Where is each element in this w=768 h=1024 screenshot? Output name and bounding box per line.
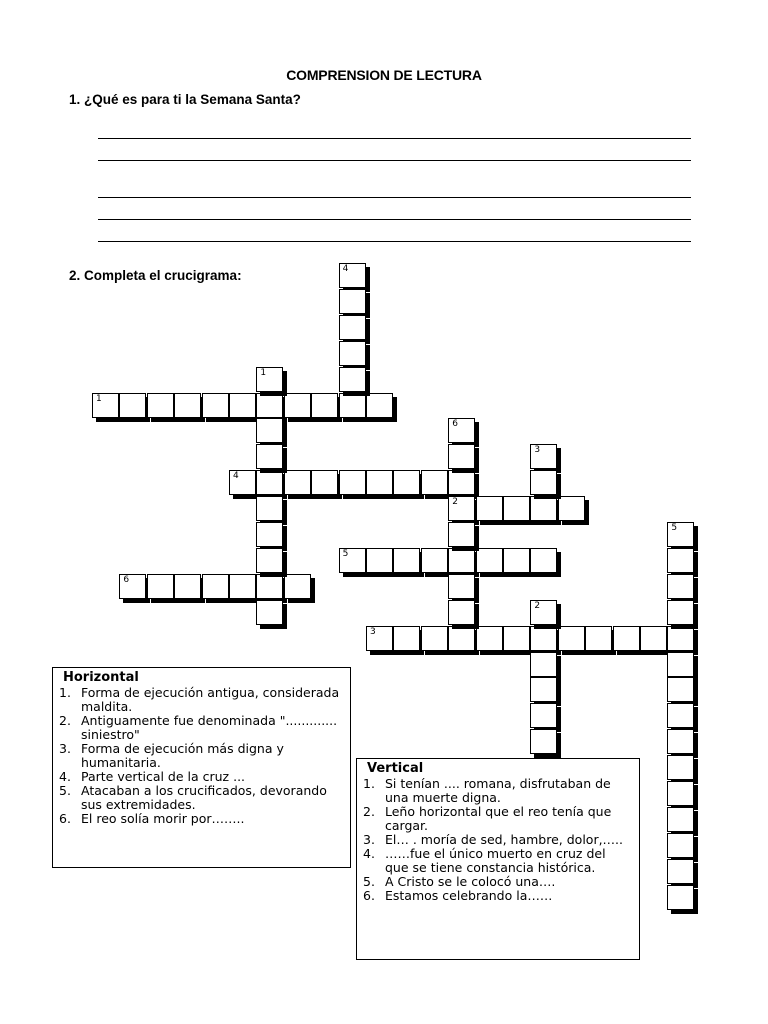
clue-number: 2. bbox=[59, 713, 71, 728]
crossword-cell[interactable] bbox=[667, 574, 694, 599]
crossword-cell[interactable] bbox=[448, 418, 475, 443]
clue-item bbox=[363, 847, 633, 875]
crossword-cell[interactable] bbox=[530, 496, 557, 521]
crossword-cell[interactable] bbox=[366, 393, 393, 418]
crossword-cell[interactable] bbox=[421, 548, 448, 573]
crossword-cell[interactable] bbox=[667, 859, 694, 884]
crossword-cell[interactable] bbox=[448, 444, 475, 469]
crossword-cell[interactable] bbox=[284, 574, 311, 599]
crossword-cell[interactable] bbox=[530, 470, 557, 495]
clue-number: 4. bbox=[363, 846, 375, 861]
crossword-cell[interactable] bbox=[366, 548, 393, 573]
crossword-cell[interactable] bbox=[448, 626, 475, 651]
crossword-cell[interactable] bbox=[256, 444, 283, 469]
clue-text: ……fue el único muerto en cruz del que se tiene constancia histórica. bbox=[385, 846, 606, 875]
clue-number: 6. bbox=[363, 888, 375, 903]
crossword-cell[interactable] bbox=[256, 496, 283, 521]
cell-number: 5 bbox=[342, 548, 349, 559]
clue-text: Parte vertical de la cruz ... bbox=[81, 769, 246, 784]
crossword-cell[interactable] bbox=[393, 548, 420, 573]
cell-number: 3 bbox=[370, 626, 376, 637]
crossword-cell[interactable] bbox=[613, 626, 640, 651]
clue-text: Estamos celebrando la…… bbox=[385, 888, 553, 903]
crossword-cell[interactable] bbox=[530, 548, 557, 573]
crossword-cell[interactable] bbox=[284, 393, 311, 418]
clue-item bbox=[59, 784, 344, 812]
crossword-cell[interactable] bbox=[558, 496, 585, 521]
crossword-cell[interactable] bbox=[421, 470, 448, 495]
question-1: 1. ¿Qué es para ti la Semana Santa? bbox=[69, 92, 301, 107]
clue-item bbox=[59, 770, 344, 784]
crossword-cell[interactable] bbox=[530, 444, 557, 469]
cell-number: 6 bbox=[123, 574, 130, 585]
clue-number: 4. bbox=[59, 769, 71, 784]
crossword-cell[interactable] bbox=[667, 626, 694, 651]
crossword-cell[interactable] bbox=[667, 600, 694, 625]
crossword-cell[interactable] bbox=[339, 315, 366, 340]
crossword-cell[interactable] bbox=[339, 470, 366, 495]
crossword-cell[interactable] bbox=[667, 885, 694, 910]
crossword-cell[interactable] bbox=[256, 470, 283, 495]
horizontal-title: Horizontal bbox=[63, 670, 139, 685]
crossword-cell[interactable] bbox=[339, 393, 366, 418]
crossword-cell[interactable] bbox=[448, 548, 475, 573]
crossword-cell[interactable] bbox=[174, 393, 201, 418]
crossword-cell[interactable] bbox=[284, 470, 311, 495]
clue-number: 5. bbox=[363, 874, 375, 889]
horizontal-clues-box bbox=[52, 667, 351, 868]
crossword-cell[interactable] bbox=[256, 600, 283, 625]
crossword-cell[interactable] bbox=[339, 341, 366, 366]
crossword-cell[interactable] bbox=[202, 574, 229, 599]
crossword-cell[interactable] bbox=[558, 626, 585, 651]
crossword-cell[interactable] bbox=[530, 600, 557, 625]
crossword-cell[interactable] bbox=[448, 522, 475, 547]
cell-number: 4 bbox=[233, 471, 239, 482]
cell-number: 2 bbox=[452, 497, 458, 508]
crossword-cell[interactable] bbox=[256, 393, 283, 418]
crossword-cell[interactable] bbox=[229, 574, 256, 599]
crossword-cell[interactable] bbox=[530, 703, 557, 728]
crossword-cell[interactable] bbox=[530, 729, 557, 754]
clue-item bbox=[363, 777, 633, 805]
crossword-cell[interactable] bbox=[503, 496, 530, 521]
crossword-cell[interactable] bbox=[256, 574, 283, 599]
crossword-cell[interactable] bbox=[311, 393, 338, 418]
crossword-cell[interactable] bbox=[448, 470, 475, 495]
cell-number: 3 bbox=[534, 445, 541, 456]
question-2: 2. Completa el crucigrama: bbox=[69, 268, 242, 283]
vertical-title: Vertical bbox=[367, 761, 424, 776]
crossword-cell[interactable] bbox=[393, 470, 420, 495]
clue-text: Forma de ejecución antigua, considerada maldita. bbox=[81, 685, 340, 714]
crossword-cell[interactable] bbox=[256, 522, 283, 547]
crossword-cell[interactable] bbox=[147, 393, 174, 418]
clue-text: Antiguamente fue denominada "............. siniestro" bbox=[81, 713, 338, 742]
crossword-cell[interactable] bbox=[339, 548, 366, 573]
crossword-cell[interactable] bbox=[339, 289, 366, 314]
cell-number: 1 bbox=[96, 393, 102, 404]
crossword-cell[interactable] bbox=[503, 626, 530, 651]
cell-number: 5 bbox=[671, 523, 678, 533]
clue-number: 3. bbox=[363, 832, 375, 847]
clue-number: 2. bbox=[363, 804, 375, 819]
clue-number: 6. bbox=[59, 811, 71, 826]
clue-item bbox=[59, 742, 344, 770]
crossword-cell[interactable] bbox=[667, 548, 694, 573]
clue-text: A Cristo se le colocó una…. bbox=[385, 874, 556, 889]
vertical-clue-list bbox=[363, 777, 633, 903]
clue-item bbox=[363, 889, 633, 903]
clue-text: Si tenían .... romana, disfrutaban de una muerte digna. bbox=[385, 776, 611, 805]
crossword-cell[interactable] bbox=[585, 626, 612, 651]
crossword-cell[interactable] bbox=[174, 574, 201, 599]
page-title: COMPRENSION DE LECTURA bbox=[286, 67, 482, 83]
clue-item bbox=[59, 812, 344, 826]
crossword-cell[interactable] bbox=[448, 574, 475, 599]
clue-item bbox=[59, 714, 344, 742]
cell-number: 2 bbox=[534, 600, 541, 611]
crossword-cell[interactable] bbox=[503, 548, 530, 573]
cell-number: 1 bbox=[260, 367, 267, 378]
crossword-cell[interactable] bbox=[667, 807, 694, 832]
crossword-cell[interactable] bbox=[256, 367, 283, 392]
cell-number: 6 bbox=[452, 419, 458, 430]
clue-number: 5. bbox=[59, 783, 71, 798]
clue-number: 3. bbox=[59, 741, 71, 756]
crossword-cell[interactable] bbox=[640, 626, 667, 651]
crossword-cell[interactable] bbox=[366, 626, 393, 651]
vertical-clues-box bbox=[356, 758, 640, 960]
crossword-cell[interactable] bbox=[366, 470, 393, 495]
crossword-cell[interactable] bbox=[448, 496, 475, 521]
crossword-cell[interactable] bbox=[119, 574, 146, 599]
crossword-cell[interactable] bbox=[476, 548, 503, 573]
clue-item bbox=[363, 805, 633, 833]
crossword-cell[interactable] bbox=[530, 652, 557, 677]
crossword-cell[interactable] bbox=[667, 703, 694, 728]
crossword-cell[interactable] bbox=[311, 470, 338, 495]
clue-text: Forma de ejecución más digna y humanitaria. bbox=[81, 741, 284, 770]
clue-text: El… . moría de sed, hambre, dolor,….. bbox=[385, 832, 624, 847]
crossword-cell[interactable] bbox=[667, 729, 694, 754]
clue-text: El reo solía morir por…….. bbox=[81, 811, 245, 826]
crossword-cell[interactable] bbox=[448, 600, 475, 625]
crossword-cell[interactable] bbox=[476, 496, 503, 521]
clue-text: Leño horizontal que el reo tenía que cargar. bbox=[385, 804, 612, 833]
crossword-cell[interactable] bbox=[229, 393, 256, 418]
horizontal-clue-list bbox=[59, 686, 344, 826]
crossword-cell[interactable] bbox=[667, 522, 694, 547]
clue-item bbox=[363, 875, 633, 889]
crossword-cell[interactable] bbox=[92, 393, 119, 418]
crossword-cell[interactable] bbox=[667, 677, 694, 702]
clue-number: 1. bbox=[59, 685, 71, 700]
crossword-cell[interactable] bbox=[119, 393, 146, 418]
crossword-cell[interactable] bbox=[667, 781, 694, 806]
clue-item bbox=[59, 686, 344, 714]
crossword-cell[interactable] bbox=[476, 626, 503, 651]
cell-number: 4 bbox=[342, 264, 349, 274]
clue-item bbox=[363, 833, 633, 847]
crossword-cell[interactable] bbox=[256, 548, 283, 573]
crossword-cell[interactable] bbox=[421, 626, 448, 651]
crossword-cell[interactable] bbox=[229, 470, 256, 495]
crossword-cell[interactable] bbox=[530, 626, 557, 651]
crossword-cell[interactable] bbox=[202, 393, 229, 418]
clue-number: 1. bbox=[363, 776, 375, 791]
crossword-cell[interactable] bbox=[339, 367, 366, 392]
clue-text: Atacaban a los crucificados, devorando sus extremidades. bbox=[81, 783, 327, 812]
crossword-cell[interactable] bbox=[147, 574, 174, 599]
crossword-cell[interactable] bbox=[256, 418, 283, 443]
crossword-cell[interactable] bbox=[339, 263, 366, 288]
crossword-cell[interactable] bbox=[530, 677, 557, 702]
crossword-cell[interactable] bbox=[667, 755, 694, 780]
crossword-cell[interactable] bbox=[667, 652, 694, 677]
crossword-cell[interactable] bbox=[667, 833, 694, 858]
crossword-cell[interactable] bbox=[393, 626, 420, 651]
